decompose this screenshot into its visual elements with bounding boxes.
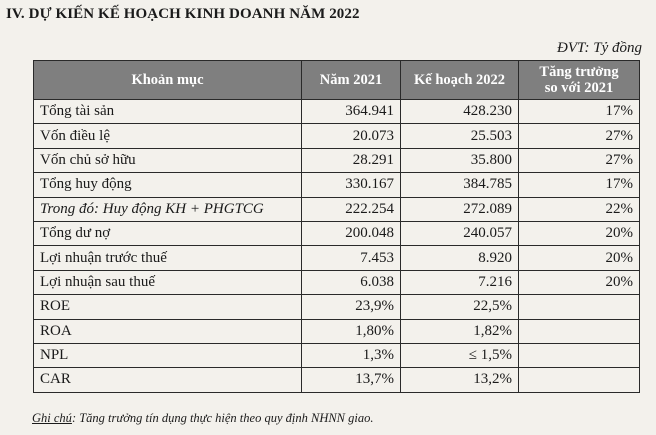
- row-label: NPL: [34, 343, 302, 367]
- row-label: Trong đó: Huy động KH + PHGTCG: [34, 197, 302, 221]
- unit-note: ĐVT: Tỷ đồng: [556, 40, 642, 56]
- row-value-2021: 330.167: [302, 173, 401, 197]
- business-plan-table: [33, 60, 640, 393]
- row-value-growth: [519, 295, 640, 319]
- table-row: [34, 295, 640, 319]
- table-row: [34, 197, 640, 221]
- row-value-2021: 1,80%: [302, 319, 401, 343]
- row-value-plan-2022: 1,82%: [401, 319, 519, 343]
- row-value-2021: 200.048: [302, 221, 401, 245]
- table-row: [34, 124, 640, 148]
- row-value-2021: 1,3%: [302, 343, 401, 367]
- row-value-plan-2022: 25.503: [401, 124, 519, 148]
- row-value-growth: 27%: [519, 124, 640, 148]
- header-year-2021: Năm 2021: [302, 61, 401, 100]
- table-row: [34, 319, 640, 343]
- row-value-growth: 22%: [519, 197, 640, 221]
- header-growth-line1: Tăng trưởng: [539, 64, 619, 80]
- row-value-2021: 364.941: [302, 100, 401, 124]
- footnote: [32, 411, 374, 426]
- row-value-growth: [519, 319, 640, 343]
- row-label: Vốn điều lệ: [34, 124, 302, 148]
- table-row: [34, 221, 640, 245]
- table-row: [34, 173, 640, 197]
- row-value-plan-2022: 22,5%: [401, 295, 519, 319]
- table-row: [34, 246, 640, 270]
- header-growth: [519, 61, 640, 100]
- header-growth-line2: so với 2021: [544, 80, 614, 96]
- row-value-2021: 20.073: [302, 124, 401, 148]
- row-value-2021: 28.291: [302, 148, 401, 172]
- row-label: Tổng dư nợ: [34, 221, 302, 245]
- row-value-plan-2022: 7.216: [401, 270, 519, 294]
- row-label: Vốn chủ sở hữu: [34, 148, 302, 172]
- row-label: Tổng huy động: [34, 173, 302, 197]
- header-item: Khoản mục: [34, 61, 302, 100]
- row-value-plan-2022: 8.920: [401, 246, 519, 270]
- row-label: Lợi nhuận trước thuế: [34, 246, 302, 270]
- table-row: [34, 148, 640, 172]
- row-value-plan-2022: 240.057: [401, 221, 519, 245]
- table-header-row: [34, 61, 640, 100]
- row-label: CAR: [34, 368, 302, 392]
- row-value-growth: [519, 368, 640, 392]
- row-value-plan-2022: 384.785: [401, 173, 519, 197]
- row-label: Lợi nhuận sau thuế: [34, 270, 302, 294]
- row-label: Tổng tài sản: [34, 100, 302, 124]
- row-value-plan-2022: ≤ 1,5%: [401, 343, 519, 367]
- row-label: ROA: [34, 319, 302, 343]
- row-value-growth: 20%: [519, 246, 640, 270]
- row-value-plan-2022: 272.089: [401, 197, 519, 221]
- row-value-growth: [519, 343, 640, 367]
- row-value-growth: 27%: [519, 148, 640, 172]
- table-row: [34, 270, 640, 294]
- row-value-2021: 6.038: [302, 270, 401, 294]
- table-row: [34, 100, 640, 124]
- row-value-2021: 7.453: [302, 246, 401, 270]
- row-value-growth: 20%: [519, 270, 640, 294]
- row-value-plan-2022: 13,2%: [401, 368, 519, 392]
- row-label: ROE: [34, 295, 302, 319]
- header-plan-2022: Kế hoạch 2022: [401, 61, 519, 100]
- row-value-growth: 17%: [519, 173, 640, 197]
- row-value-2021: 13,7%: [302, 368, 401, 392]
- row-value-2021: 23,9%: [302, 295, 401, 319]
- row-value-plan-2022: 428.230: [401, 100, 519, 124]
- row-value-plan-2022: 35.800: [401, 148, 519, 172]
- table-row: [34, 368, 640, 392]
- table-row: [34, 343, 640, 367]
- footnote-text: : Tăng trưởng tín dụng thực hiện theo quy định NHNN giao.: [71, 411, 374, 425]
- row-value-growth: 20%: [519, 221, 640, 245]
- row-value-2021: 222.254: [302, 197, 401, 221]
- row-value-growth: 17%: [519, 100, 640, 124]
- footnote-label: Ghi chú: [32, 411, 72, 425]
- section-title: IV. DỰ KIẾN KẾ HOẠCH KINH DOANH NĂM 2022: [6, 6, 360, 22]
